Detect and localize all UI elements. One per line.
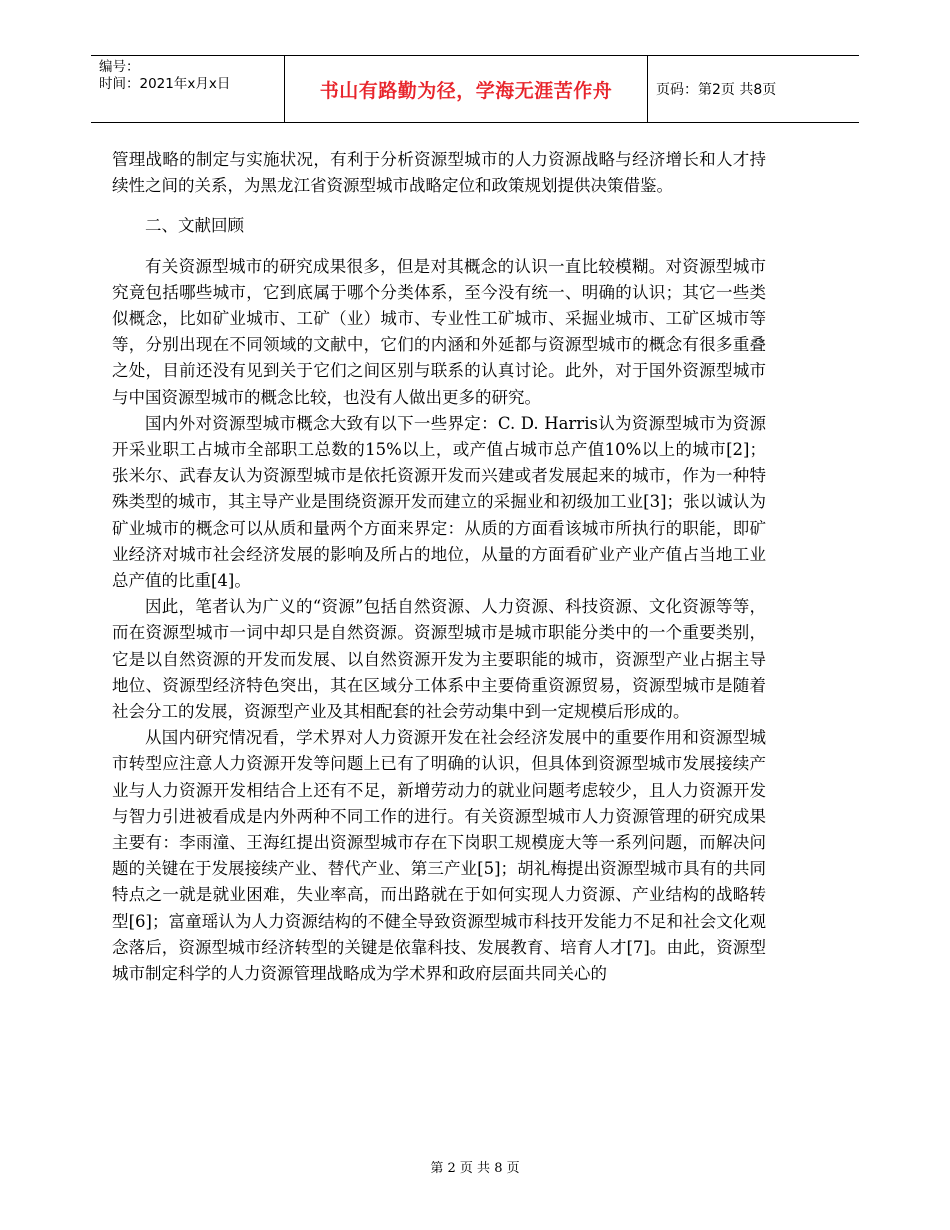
paragraph: 因此，笔者认为广义的“资源”包括自然资源、人力资源、科技资源、文化资源等等，而在资源型城市一词中却只是自然资源。资源型城市是城市职能分类中的一个重要类别，它是以自然资源的开发而发展、以自然资源开发为主要职能的城市，资源型产业占据主导地位、资源型经济特色突出，其在区域分工体系中主要倚重资源贸易，资源型城市是随着社会分工的发展，资源型产业及其相配套的社会劳动集中到一定规模后形成的。 [112,597,766,722]
number-label: 编号： [99,59,140,75]
header-page-info: 页码：第2页 共8页 [656,82,777,98]
paragraph: 从国内研究情况看，学术界对人力资源开发在社会经济发展中的重要作用和资源型城市转型应注意人力资源开发等问题上已有了明确的认识，但具体到资源型城市发展接续产业与人力资源开发相结合上还有不足，新增劳动力的就业问题考虑较少，且人力资源开发与智力引进被看成是内外两种不同工作的进行。有关资源型城市人力资源管理的研究成果主要有：李雨潼、王海红提出资源型城市存在下岗职工规模庞大等一系列问题，而解决问题的关键在于发展接续产业、替代产业、第三产业[5]；胡礼梅提出资源型城市具有的共同特点之一就是就业困难，失业率高，而出路就在于如何实现人力资源、产业结构的战略转型[6]；富童瑶认为人力资源结构的不健全导致资源型城市科技开发能力不足和社会文化观念落后，资源型城市经济转型的关键是依靠科技、发展教育、培育人才[7]。由此，资源型城市制定科学的人力资源管理战略成为学术界和政府层面共同关心的 [112,728,766,984]
document-body [112,147,766,987]
page-header [91,55,859,123]
page-footer: 第 2 页 共 8 页 [430,1161,520,1176]
header-motto: 书山有路勤为径，学海无涯苦作舟 [285,56,648,122]
header-meta [91,56,285,122]
section-heading: 二、文献回顾 [145,216,244,236]
paragraph: 国内外对资源型城市概念大致有以下一些界定：C. D. Harris认为资源型城市为资源开采业职工占城市全部职工总数的15%以上，或产值占城市总产值10%以上的城市[2]；张米尔、武春友认为资源型城市是依托资源开发而兴建或者发展起来的城市，作为一种特殊类型的城市，其主导产业是围绕资源开发而建立的采掘业和初级加工业[3]；张以诚认为矿业城市的概念可以从质和量两个方面来界定：从质的方面看该城市所执行的职能，即矿业经济对城市社会经济发展的影响及所占的地位，从量的方面看矿业产业产值占当地工业总产值的比重[4]。 [112,413,766,591]
paragraph: 有关资源型城市的研究成果很多，但是对其概念的认识一直比较模糊。对资源型城市究竟包括哪些城市，它到底属于哪个分类体系，至今没有统一、明确的认识；其它一些类似概念，比如矿业城市、工矿（业）城市、专业性工矿城市、采掘业城市、工矿区城市等等，分别出现在不同领域的文献中，它们的内涵和外延都与资源型城市的概念有很多重叠之处，目前还没有见到关于它们之间区别与联系的认真讨论。此外，对于国外资源型城市与中国资源型城市的概念比较，也没有人做出更多的研究。 [112,256,766,407]
time-label: 时间：2021年x月x日 [99,76,231,92]
paragraph-continued: 管理战略的制定与实施状况，有利于分析资源型城市的人力资源战略与经济增长和人才持续性之间的关系，为黑龙江省资源型城市战略定位和政策规划提供决策借鉴。 [112,150,766,196]
